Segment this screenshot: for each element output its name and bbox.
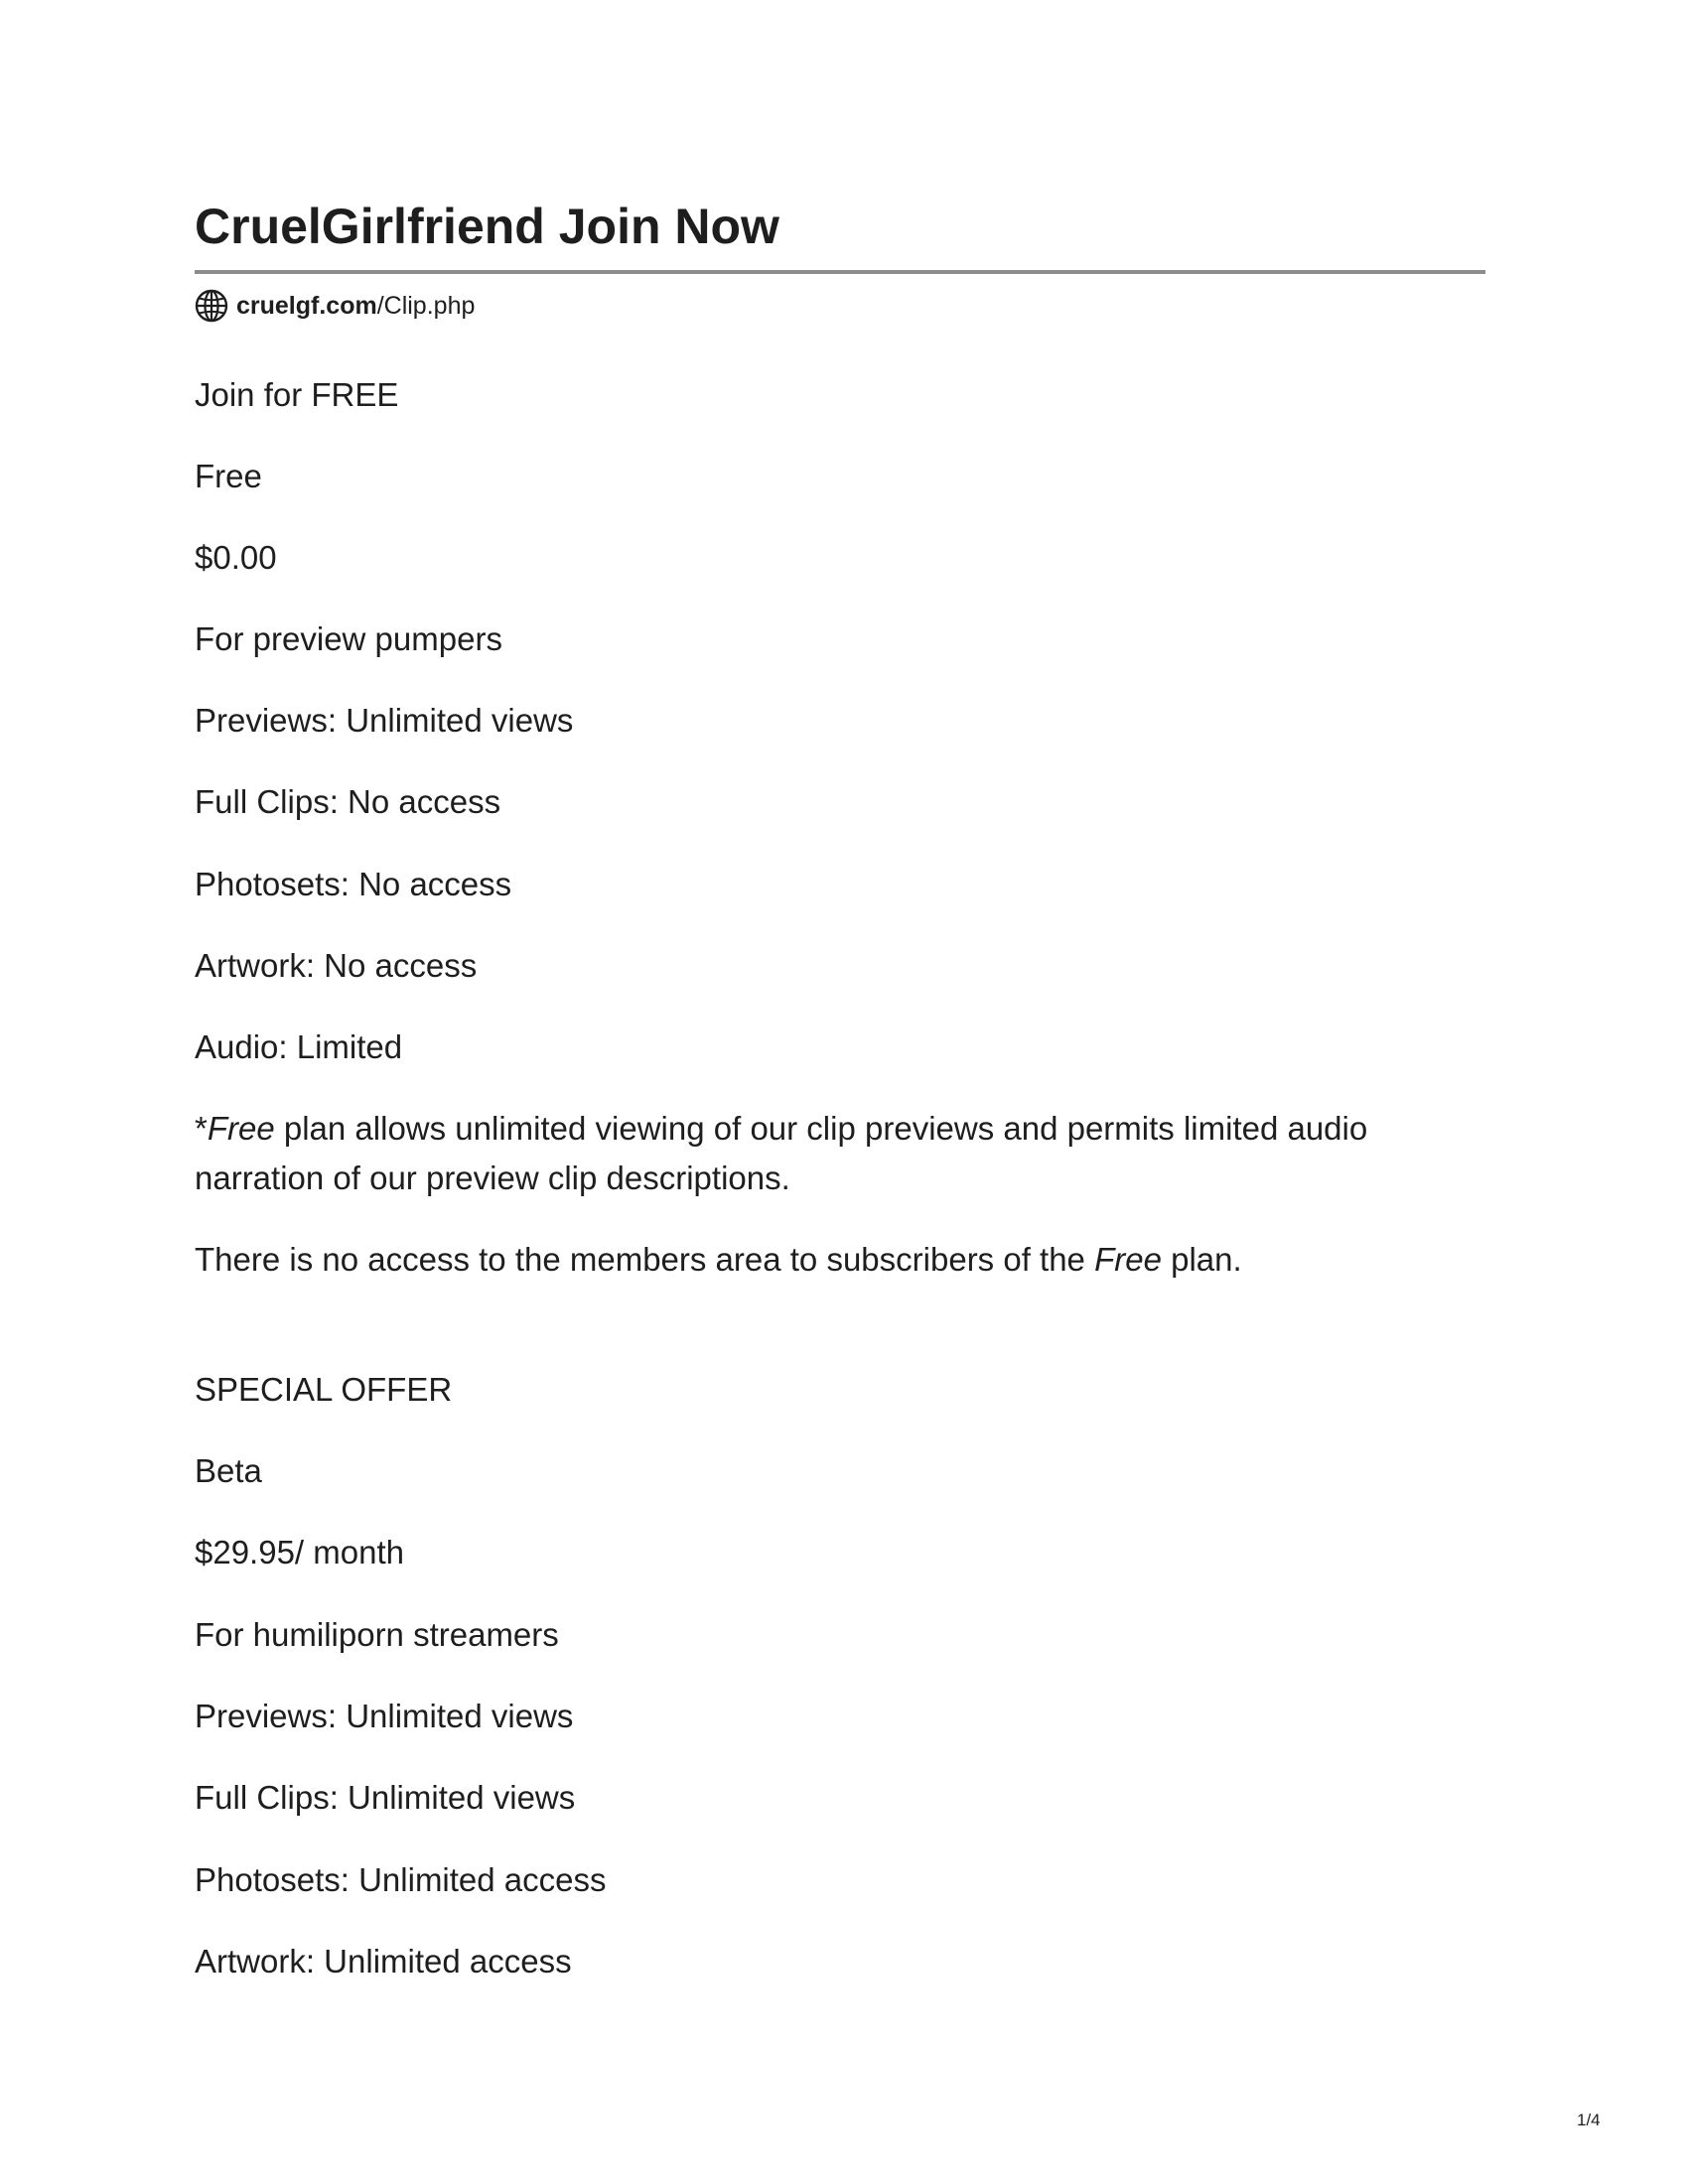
beta-plan-name: Beta — [195, 1452, 262, 1489]
members-area-note — [195, 1235, 1485, 1285]
beta-plan-feature: Previews: Unlimited views — [195, 1698, 574, 1734]
free-plan-audience: For preview pumpers — [195, 620, 502, 657]
page-title: CruelGirlfriend Join Now — [195, 199, 779, 254]
source-link[interactable] — [195, 288, 475, 324]
free-plan-feature: Full Clips: No access — [195, 783, 501, 820]
globe-icon — [195, 289, 228, 323]
note-text: There is no access to the members area to subscribers of the — [195, 1241, 1095, 1278]
note-plan-name: Free — [1094, 1241, 1162, 1278]
free-plan-feature: Previews: Unlimited views — [195, 702, 574, 739]
document-page — [195, 0, 1485, 2184]
beta-plan-feature: Full Clips: Unlimited views — [195, 1779, 576, 1816]
note-text: plan allows unlimited viewing of our clip previews and permits limited audio narration of our preview clip descriptions. — [195, 1110, 1368, 1196]
page-number: 1/4 — [1577, 2111, 1601, 2129]
title-divider — [195, 270, 1485, 274]
beta-plan-audience: For humiliporn streamers — [195, 1616, 559, 1653]
free-plan-note — [195, 1104, 1485, 1203]
beta-plan-price: $29.95/ month — [195, 1534, 404, 1570]
free-plan-feature: Photosets: No access — [195, 866, 512, 902]
special-offer-heading: SPECIAL OFFER — [195, 1371, 453, 1408]
note-plan-name: Free — [207, 1110, 275, 1147]
source-path: /Clip.php — [376, 291, 476, 320]
note-suffix: plan. — [1161, 1241, 1242, 1278]
free-plan-price: $0.00 — [195, 539, 277, 576]
beta-plan-feature: Artwork: Unlimited access — [195, 1943, 572, 1979]
free-plan-feature: Audio: Limited — [195, 1028, 403, 1065]
free-plan-name: Free — [195, 458, 262, 494]
free-plan-heading: Join for FREE — [195, 376, 399, 413]
note-asterisk: * — [195, 1110, 208, 1147]
free-plan-feature: Artwork: No access — [195, 947, 478, 984]
beta-plan-feature: Photosets: Unlimited access — [195, 1861, 607, 1898]
source-domain: cruelgf.com — [236, 291, 377, 320]
